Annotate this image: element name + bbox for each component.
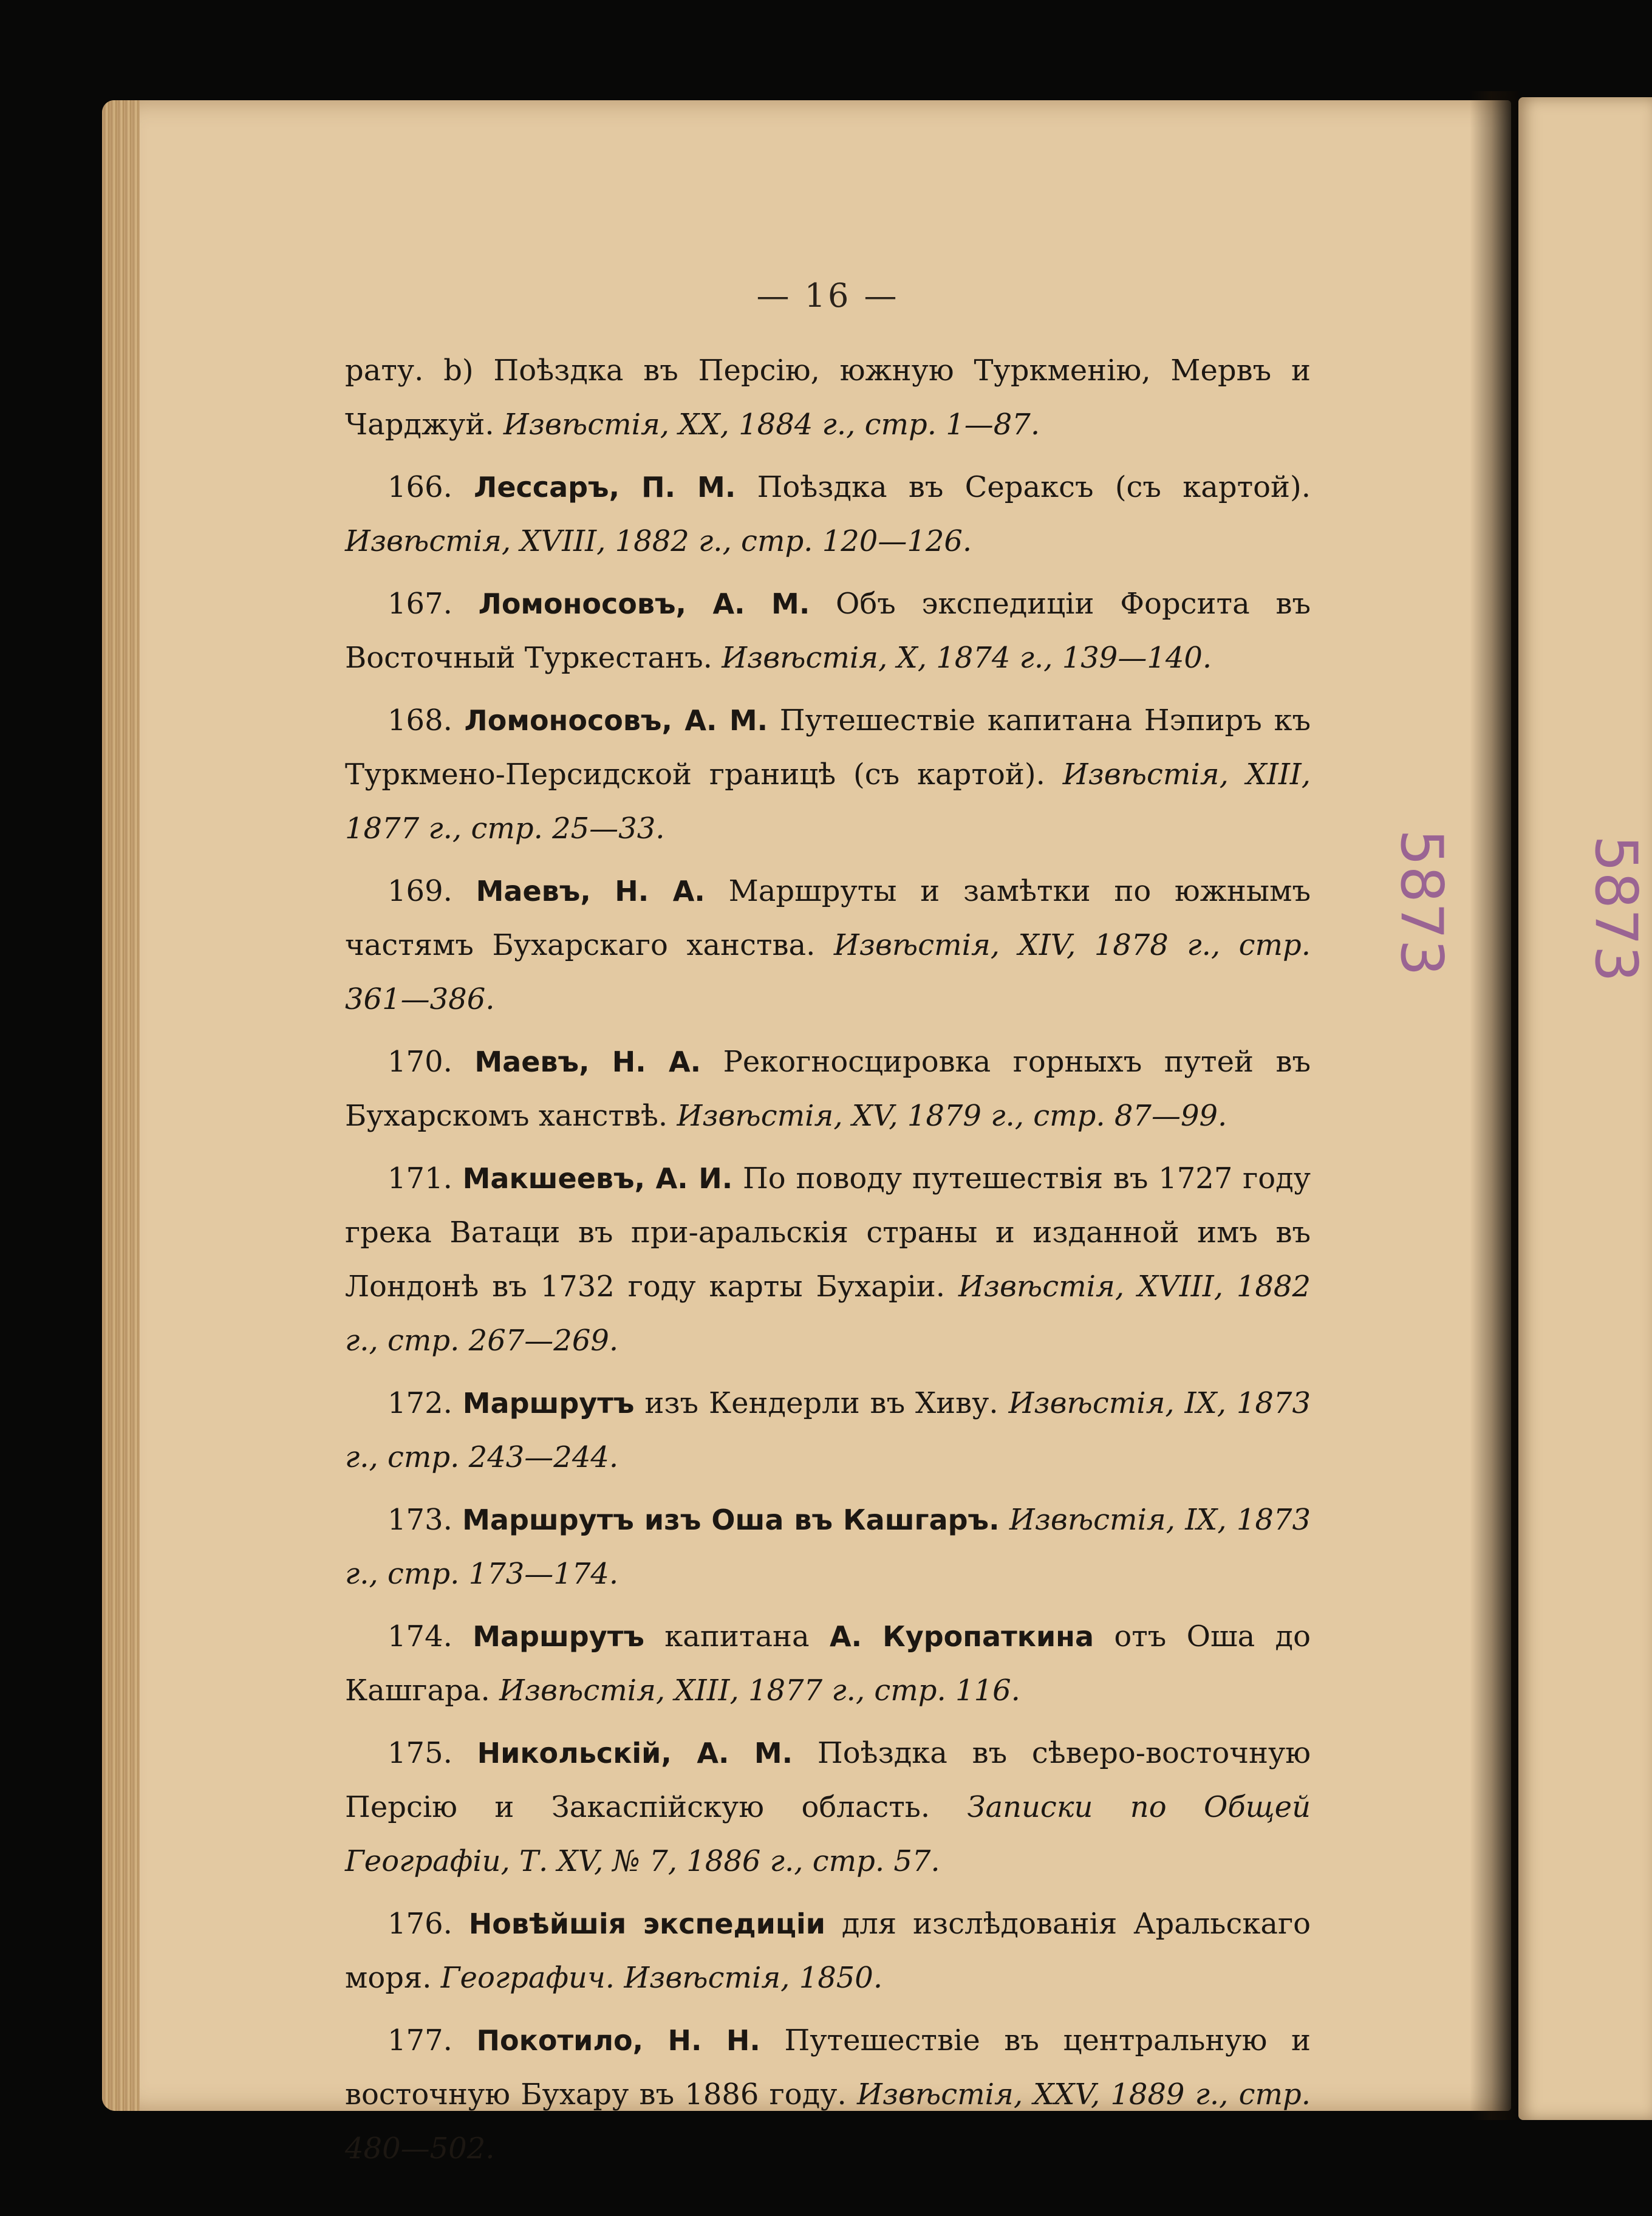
- bibliography-entry: [345, 460, 1311, 569]
- book-gutter: [1470, 91, 1518, 2120]
- entry-author: Ломоносовъ, А. М.: [478, 587, 810, 620]
- entry-reference: Извѣстія, XX, 1884 г., стр. 1—87.: [503, 408, 1040, 442]
- bibliography-entry: [345, 344, 1311, 452]
- entry-author: Никольскій, А. М.: [477, 1737, 793, 1770]
- entry-author: Лессаръ, П. М.: [474, 471, 736, 504]
- entry-number: 173.: [387, 1503, 452, 1537]
- entry-author: Новѣйшія экспедиціи: [468, 1907, 826, 1940]
- entry-reference: Извѣстія, XIII, 1877 г., стр. 116.: [499, 1674, 1020, 1708]
- entry-author: Маршрутъ изъ Оша въ Кашгаръ.: [462, 1503, 1000, 1536]
- bibliography-entry: [345, 694, 1311, 856]
- bibliography-entry: [345, 1035, 1311, 1143]
- entry-reference: Извѣстія, XXV, 1889 г., стр. 480—502.: [345, 2078, 1311, 2166]
- page-number: — 16 —: [756, 276, 899, 315]
- entry-author-secondary: А. Куропаткина: [829, 1620, 1094, 1653]
- entry-number: 166.: [387, 470, 452, 504]
- entry-number: 176.: [387, 1907, 452, 1941]
- entry-reference: Извѣстія, XIII, 1877 г., стр. 25—33.: [345, 757, 1311, 846]
- entry-number: 168.: [387, 703, 452, 737]
- bibliography-entry: [345, 1493, 1311, 1601]
- entry-description: Путешествіе въ центральную и восточную Бухару въ 1886 году.: [345, 2023, 1311, 2112]
- entry-description: Поѣздка въ Сераксъ (съ картой).: [757, 470, 1311, 504]
- page-edges: [102, 100, 140, 2111]
- entry-author: Маршрутъ: [462, 1387, 635, 1420]
- page-content: [345, 276, 1311, 2184]
- handwritten-margin-note: 5873: [1582, 835, 1649, 982]
- entry-author: Покотило, Н. Н.: [476, 2024, 760, 2057]
- bibliography-entry: [345, 864, 1311, 1027]
- entry-number: 172.: [387, 1386, 452, 1420]
- entry-reference: Географич. Извѣстія, 1850.: [440, 1961, 883, 1995]
- entry-reference: Извѣстія, IX, 1873 г., стр. 173—174.: [345, 1503, 1311, 1591]
- entry-reference: Извѣстія, XV, 1879 г., стр. 87—99.: [677, 1099, 1227, 1133]
- entry-reference: Извѣстія, X, 1874 г., 139—140.: [722, 641, 1212, 675]
- entry-number: 177.: [387, 2023, 452, 2057]
- bibliography-entry: [345, 1897, 1311, 2005]
- entry-description: для изслѣдованія Аральскаго моря.: [345, 1907, 1311, 1995]
- entry-description: [1000, 1503, 1009, 1537]
- entry-description: Рекогносцировка горныхъ путей въ Бухарскомъ ханствѣ.: [345, 1045, 1311, 1133]
- entry-description: Маршруты и замѣтки по южнымъ частямъ Бухарскаго ханства.: [345, 874, 1311, 962]
- entry-reference: Извѣстія, IX, 1873 г., стр. 243—244.: [345, 1386, 1311, 1474]
- entry-description: капитана: [664, 1619, 830, 1653]
- entry-number: 175.: [387, 1736, 452, 1770]
- entry-reference: Извѣстія, XIV, 1878 г., стр. 361—386.: [345, 928, 1311, 1016]
- entry-reference: Извѣстія, XVIII, 1882 г., стр. 120—126.: [345, 524, 972, 558]
- bibliography-entry: [345, 577, 1311, 685]
- entry-number: 174.: [387, 1619, 452, 1653]
- entry-description: Поѣздка въ сѣверо-восточную Персію и Закаспійскую область.: [345, 1736, 1311, 1824]
- entry-reference: Извѣстія, XVIII, 1882 г., стр. 267—269.: [345, 1270, 1311, 1358]
- entry-description: изъ Кендерли въ Хиву.: [644, 1386, 1009, 1420]
- bibliography-entry: [345, 1726, 1311, 1889]
- entry-number: 169.: [387, 874, 452, 908]
- entry-description: Объ экспедиціи Форсита въ Восточный Туркестанъ.: [345, 587, 1311, 675]
- bibliography-entry: [345, 1610, 1311, 1718]
- bibliography-entry: [345, 2014, 1311, 2176]
- entry-reference: Записки по Общей Географіи, Т. XV, № 7, 1886 г., стр. 57.: [345, 1790, 1311, 1878]
- entry-author: Ломоносовъ, А. М.: [464, 704, 768, 737]
- entry-number: 170.: [387, 1045, 452, 1079]
- entry-description: По поводу путешествія въ 1727 году грека Ватаци въ при-аральскія страны и изданной имъ въ Лондонѣ въ 1732 году карты Бухаріи.: [345, 1161, 1311, 1304]
- entry-author: Макшеевъ, А. И.: [462, 1162, 733, 1195]
- entry-description-continued: отъ Оша до Кашгара.: [345, 1619, 1311, 1708]
- bibliography-entry: [345, 1152, 1311, 1368]
- entry-author: Маевъ, Н. А.: [476, 875, 705, 908]
- entry-description: рату. b) Поѣздка въ Персію, южную Туркменію, Мервъ и Чарджуй.: [345, 354, 1311, 442]
- handwritten-margin-note: 5873: [1388, 829, 1455, 976]
- entry-description: Путешествіе капитана Нэпиръ къ Туркмено-Персидской границѣ (съ картой).: [345, 703, 1311, 792]
- right-page-fragment: [1518, 97, 1652, 2120]
- entry-number: 171.: [387, 1161, 452, 1195]
- entry-number: 167.: [387, 587, 452, 621]
- entry-author: Маршрутъ: [473, 1620, 644, 1653]
- entry-author: Маевъ, Н. А.: [474, 1045, 701, 1078]
- bibliography-entry: [345, 1376, 1311, 1485]
